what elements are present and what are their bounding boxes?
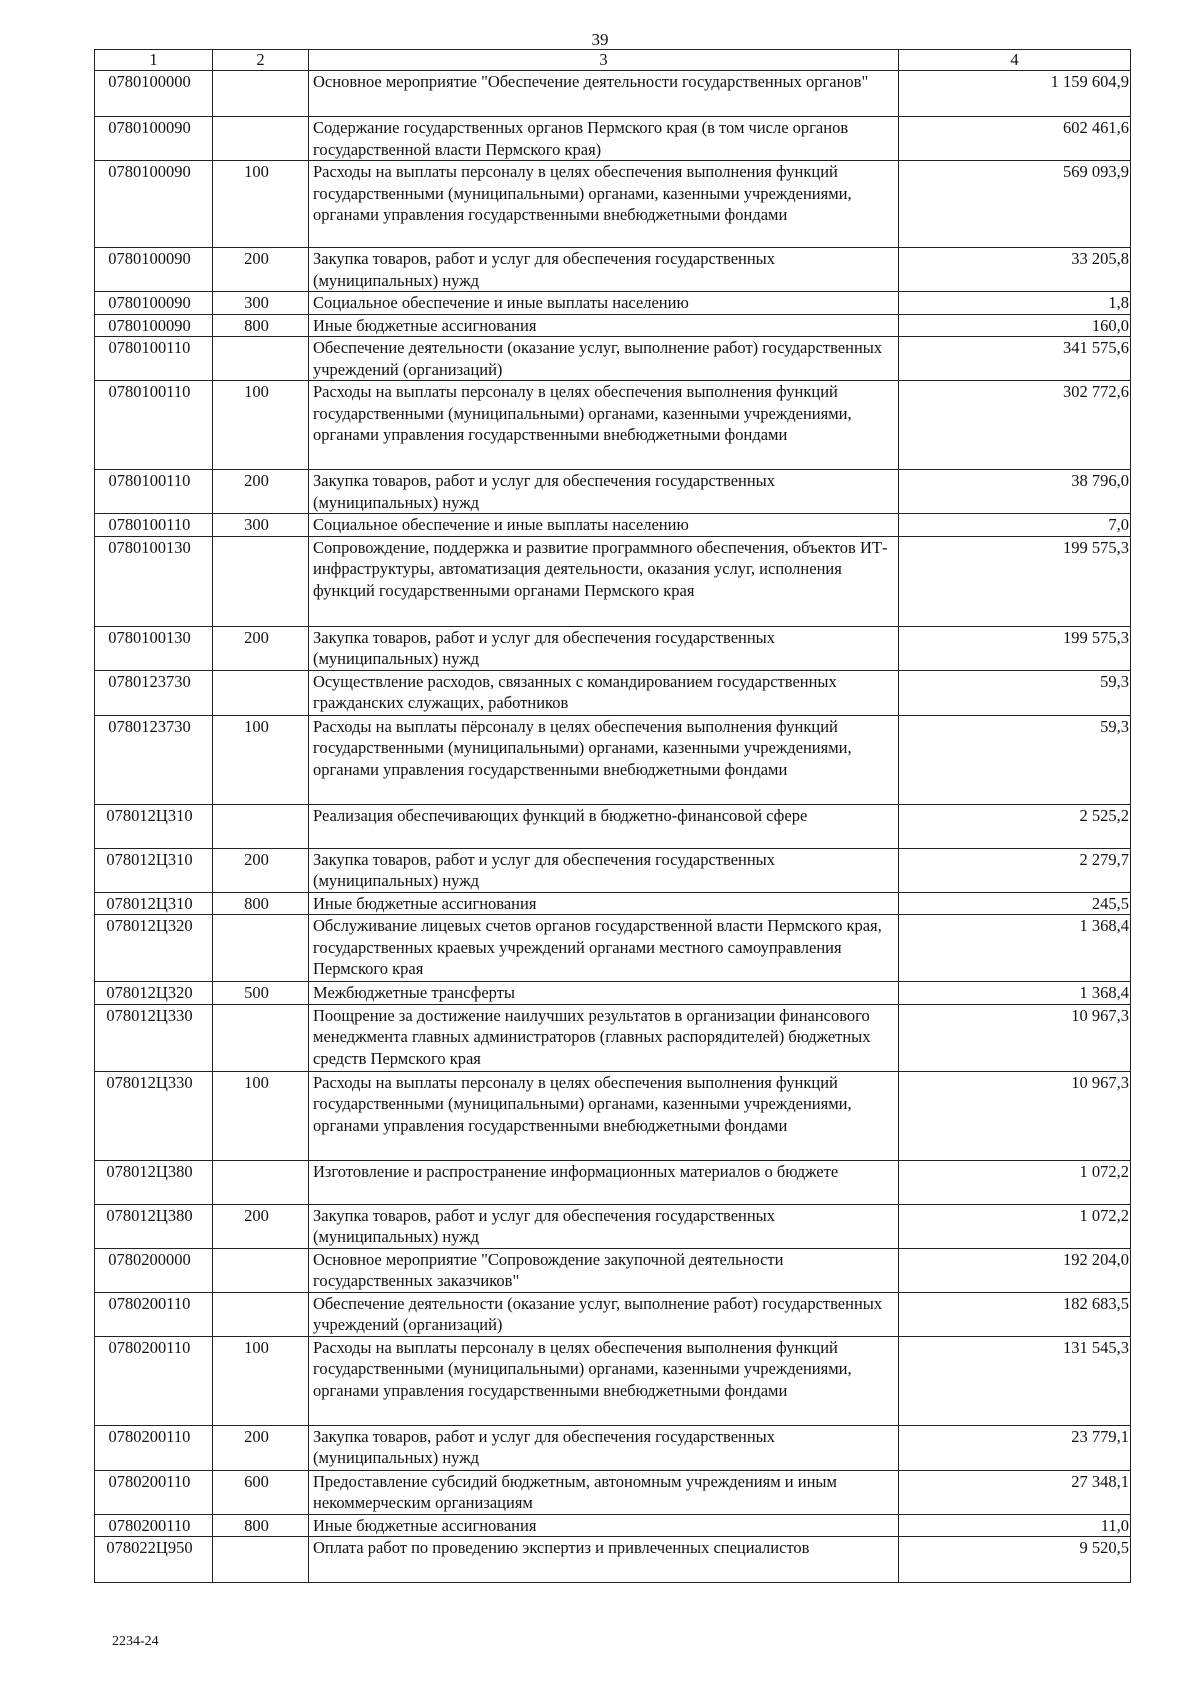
table-row [95,982,1131,1005]
row-amount-cell: 1 159 604,9 [899,71,1131,117]
row-description-cell: Межбюджетные трансферты [309,982,899,1005]
row-description-cell: Основное мероприятие "Обеспечение деятельности государственных органов" [309,71,899,117]
row-description-cell: Осуществление расходов, связанных с командированием государственных гражданских служащих, работников [309,670,899,715]
row-code-cell: 078012Ц310 [95,892,213,915]
table-row [95,248,1131,292]
table-row [95,71,1131,117]
row-code-cell: 078012Ц380 [95,1204,213,1248]
row-amount-cell: 302 772,6 [899,381,1131,470]
row-description-cell: Сопровождение, поддержка и развитие программного обеспечения, объектов ИТ-инфраструктуры, автоматизация деятельности, оказания услуг, исполнения функций государственными органами Пермского края [309,536,899,626]
row-code-cell: 0780100090 [95,117,213,161]
table-row [95,536,1131,626]
row-description-cell: Расходы на выплаты персоналу в целях обеспечения выполнения функций государственными (муниципальными) органами, казенными учреждениями, органами управления государственными внебюджетными фондами [309,161,899,248]
table-row [95,1204,1131,1248]
row-code-cell: 078012Ц310 [95,848,213,892]
table-row [95,337,1131,381]
table-row [95,892,1131,915]
table-row [95,848,1131,892]
row-expense-type-cell [213,1537,309,1583]
row-code-cell: 0780123730 [95,670,213,715]
row-code-cell: 0780100090 [95,161,213,248]
row-code-cell: 0780200110 [95,1514,213,1537]
table-row [95,1004,1131,1071]
row-code-cell: 0780100090 [95,292,213,315]
row-amount-cell: 131 545,3 [899,1336,1131,1425]
row-expense-type-cell [213,117,309,161]
row-amount-cell: 23 779,1 [899,1425,1131,1470]
row-expense-type-cell: 100 [213,1071,309,1160]
table-row [95,381,1131,470]
row-code-cell: 078022Ц950 [95,1537,213,1583]
row-expense-type-cell [213,1292,309,1336]
table-row [95,514,1131,537]
row-code-cell: 0780200110 [95,1470,213,1514]
row-expense-type-cell: 600 [213,1470,309,1514]
row-description-cell: Закупка товаров, работ и услуг для обеспечения государственных (муниципальных) нужд [309,1204,899,1248]
row-amount-cell: 10 967,3 [899,1071,1131,1160]
row-expense-type-cell: 200 [213,626,309,670]
row-code-cell: 078012Ц320 [95,982,213,1005]
table-row [95,1425,1131,1470]
row-expense-type-cell: 300 [213,514,309,537]
row-expense-type-cell: 100 [213,1336,309,1425]
row-description-cell: Закупка товаров, работ и услуг для обеспечения государственных (муниципальных) нужд [309,626,899,670]
row-description-cell: Расходы на выплаты персоналу в целях обеспечения выполнения функций государственными (муниципальными) органами, казенными учреждениями, органами управления государственными внебюджетными фондами [309,1336,899,1425]
row-description-cell: Иные бюджетные ассигнования [309,892,899,915]
row-amount-cell: 9 520,5 [899,1537,1131,1583]
table-row [95,715,1131,804]
row-amount-cell: 11,0 [899,1514,1131,1537]
row-expense-type-cell [213,1160,309,1204]
table-row [95,292,1131,315]
row-amount-cell: 59,3 [899,670,1131,715]
row-description-cell: Расходы на выплаты персоналу в целях обеспечения выполнения функций государственными (муниципальными) органами, казенными учреждениями, органами управления государственными внебюджетными фондами [309,1071,899,1160]
row-code-cell: 078012Ц330 [95,1004,213,1071]
row-expense-type-cell [213,536,309,626]
table-row [95,161,1131,248]
row-code-cell: 0780200110 [95,1425,213,1470]
row-description-cell: Оплата работ по проведению экспертиз и привлеченных специалистов [309,1537,899,1583]
row-description-cell: Закупка товаров, работ и услуг для обеспечения государственных (муниципальных) нужд [309,1425,899,1470]
table-row [95,470,1131,514]
row-description-cell: Иные бюджетные ассигнования [309,314,899,337]
table-row [95,1336,1131,1425]
table-row [95,1470,1131,1514]
row-amount-cell: 33 205,8 [899,248,1131,292]
column-header-code: 1 [95,50,213,71]
row-description-cell: Закупка товаров, работ и услуг для обеспечения государственных (муниципальных) нужд [309,248,899,292]
row-expense-type-cell: 800 [213,1514,309,1537]
row-description-cell: Социальное обеспечение и иные выплаты населению [309,514,899,537]
row-expense-type-cell [213,670,309,715]
row-amount-cell: 2 525,2 [899,804,1131,848]
row-description-cell: Обеспечение деятельности (оказание услуг, выполнение работ) государственных учреждений (организаций) [309,337,899,381]
row-description-cell: Реализация обеспечивающих функций в бюджетно-финансовой сфере [309,804,899,848]
row-description-cell: Закупка товаров, работ и услуг для обеспечения государственных (муниципальных) нужд [309,848,899,892]
row-amount-cell: 160,0 [899,314,1131,337]
row-amount-cell: 569 093,9 [899,161,1131,248]
row-code-cell: 0780200110 [95,1292,213,1336]
table-row [95,1071,1131,1160]
row-expense-type-cell: 800 [213,314,309,337]
row-amount-cell: 192 204,0 [899,1248,1131,1292]
row-expense-type-cell [213,804,309,848]
row-amount-cell: 1 072,2 [899,1204,1131,1248]
table-row [95,1292,1131,1336]
row-expense-type-cell: 100 [213,715,309,804]
row-code-cell: 0780200000 [95,1248,213,1292]
row-expense-type-cell: 500 [213,982,309,1005]
row-amount-cell: 1 368,4 [899,915,1131,982]
row-expense-type-cell [213,337,309,381]
column-header-expense-type: 2 [213,50,309,71]
row-description-cell: Расходы на выплаты пёрсоналу в целях обеспечения выполнения функций государственными (муниципальными) органами, казенными учреждениями, органами управления государственными внебюджетными фондами [309,715,899,804]
row-description-cell: Изготовление и распространение информационных материалов о бюджете [309,1160,899,1204]
row-amount-cell: 2 279,7 [899,848,1131,892]
row-code-cell: 0780100110 [95,514,213,537]
row-description-cell: Социальное обеспечение и иные выплаты населению [309,292,899,315]
row-code-cell: 078012Ц330 [95,1071,213,1160]
row-amount-cell: 7,0 [899,514,1131,537]
table-body [95,71,1131,1583]
row-amount-cell: 602 461,6 [899,117,1131,161]
row-expense-type-cell: 800 [213,892,309,915]
row-amount-cell: 199 575,3 [899,536,1131,626]
row-expense-type-cell: 300 [213,292,309,315]
row-expense-type-cell [213,1248,309,1292]
row-amount-cell: 245,5 [899,892,1131,915]
table-row [95,915,1131,982]
row-amount-cell: 38 796,0 [899,470,1131,514]
row-code-cell: 0780100090 [95,314,213,337]
table-header-row [95,50,1131,71]
row-expense-type-cell [213,71,309,117]
row-description-cell: Поощрение за достижение наилучших результатов в организации финансового менеджмента главных администраторов (главных распорядителей) бюджетных средств Пермского края [309,1004,899,1071]
row-amount-cell: 10 967,3 [899,1004,1131,1071]
row-expense-type-cell: 100 [213,381,309,470]
row-description-cell: Закупка товаров, работ и услуг для обеспечения государственных (муниципальных) нужд [309,470,899,514]
row-expense-type-cell: 200 [213,1204,309,1248]
table-row [95,1514,1131,1537]
row-code-cell: 0780123730 [95,715,213,804]
row-code-cell: 078012Ц310 [95,804,213,848]
row-code-cell: 0780100130 [95,536,213,626]
table-row [95,1160,1131,1204]
column-header-description: 3 [309,50,899,71]
table-row [95,1248,1131,1292]
table-row [95,804,1131,848]
row-amount-cell: 1 368,4 [899,982,1131,1005]
row-code-cell: 0780100090 [95,248,213,292]
row-description-cell: Предоставление субсидий бюджетным, автономным учреждениям и иным некоммерческим организациям [309,1470,899,1514]
row-description-cell: Основное мероприятие "Сопровождение закупочной деятельности государственных заказчиков" [309,1248,899,1292]
document-code: 2234-24 [112,1634,159,1649]
row-expense-type-cell: 200 [213,470,309,514]
table-row [95,626,1131,670]
row-amount-cell: 182 683,5 [899,1292,1131,1336]
row-code-cell: 0780100130 [95,626,213,670]
table-row [95,670,1131,715]
budget-table [94,49,1131,1583]
row-description-cell: Содержание государственных органов Пермского края (в том числе органов государственной власти Пермского края) [309,117,899,161]
row-amount-cell: 1,8 [899,292,1131,315]
page-number: 39 [591,30,609,49]
row-description-cell: Иные бюджетные ассигнования [309,1514,899,1537]
row-expense-type-cell [213,1004,309,1071]
row-amount-cell: 199 575,3 [899,626,1131,670]
row-description-cell: Расходы на выплаты персоналу в целях обеспечения выполнения функций государственными (муниципальными) органами, казенными учреждениями, органами управления государственными внебюджетными фондами [309,381,899,470]
row-code-cell: 0780100110 [95,470,213,514]
row-expense-type-cell: 200 [213,1425,309,1470]
table-row [95,1537,1131,1583]
row-description-cell: Обеспечение деятельности (оказание услуг, выполнение работ) государственных учреждений (организаций) [309,1292,899,1336]
row-expense-type-cell [213,915,309,982]
row-amount-cell: 59,3 [899,715,1131,804]
row-expense-type-cell: 200 [213,848,309,892]
row-code-cell: 0780100000 [95,71,213,117]
row-code-cell: 0780200110 [95,1336,213,1425]
row-code-cell: 0780100110 [95,337,213,381]
row-code-cell: 0780100110 [95,381,213,470]
row-expense-type-cell: 200 [213,248,309,292]
row-code-cell: 078012Ц380 [95,1160,213,1204]
row-code-cell: 078012Ц320 [95,915,213,982]
table-row [95,117,1131,161]
row-amount-cell: 1 072,2 [899,1160,1131,1204]
row-expense-type-cell: 100 [213,161,309,248]
column-header-amount: 4 [899,50,1131,71]
table-row [95,314,1131,337]
row-amount-cell: 27 348,1 [899,1470,1131,1514]
row-amount-cell: 341 575,6 [899,337,1131,381]
row-description-cell: Обслуживание лицевых счетов органов государственной власти Пермского края, государственных краевых учреждений органами местного самоуправления Пермского края [309,915,899,982]
